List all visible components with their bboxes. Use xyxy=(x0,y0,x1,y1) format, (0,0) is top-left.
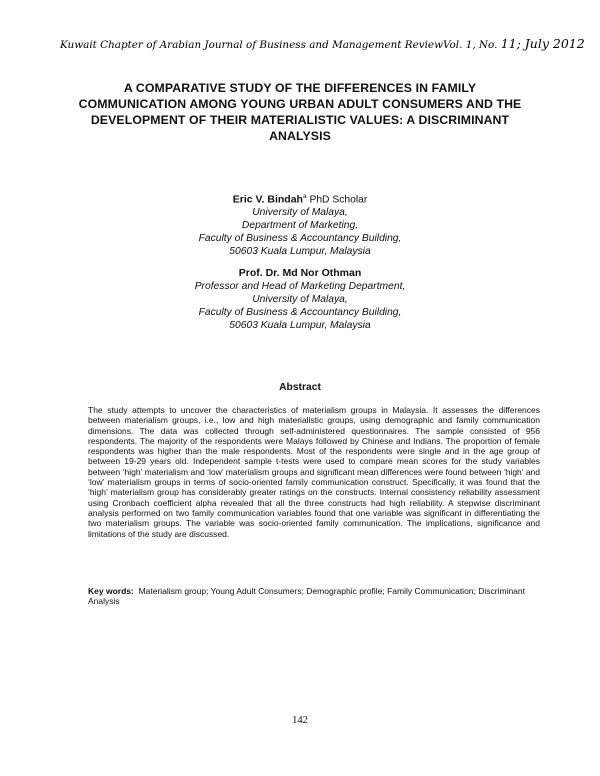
volume-label: Vol. 1, No. xyxy=(442,39,498,51)
affiliation-line: Professor and Head of Marketing Department, xyxy=(194,281,406,292)
author-name: Prof. Dr. Md Nor Othman xyxy=(238,267,362,279)
journal-name: Kuwait Chapter of Arabian Journal of Business and Management Review xyxy=(60,39,443,51)
affiliation-line: 50603 Kuala Lumpur, Malaysia xyxy=(229,320,371,331)
affiliation-line: University of Malaya, xyxy=(252,207,348,219)
abstract-text: The study attempts to uncover the characteristics of materialism groups in Malaysia. It assesses the differences between materialism groups, i.e., low and high materialistic groups, using demographic and family communication dimensions. The data was collected through self-administered questionnaires. The sample consisted of 956 respondents. The majority of the respondents were Malays followed by Chinese and Indians. The proportion of female respondents was higher than the male respondents. Most of the respondents were single and in the age group of between 19-29 years old. Independent sample t-tests were used to compare mean scores for the study variables between ‘high’ materialism and ‘low’ materialism groups and significant mean differences were found between ‘high’ and ‘low’ materialism groups in terms of socio-oriented family communication construct. Specifically, it was found that the ‘high’ materialism group has considerably greater ratings on the constructs. Internal consistency reliability assessment using Cronbach coefficient alpha revealed that all the three constructs had high reliability. A stepwise discriminant analysis performed on two family communication variables found that one variable was significant in differentiating the two materialism groups. The variable was socio-oriented family communication. The implications, significance and limitations of the study are discussed. xyxy=(88,405,540,539)
author-marker: a xyxy=(302,193,307,200)
issue-date: 11; July 2012 xyxy=(500,36,585,51)
affiliation-line: Faculty of Business & Accountancy Building, xyxy=(198,307,402,318)
running-head xyxy=(60,36,585,51)
affiliation-line: University of Malaya, xyxy=(252,294,348,305)
affiliation-line: Department of Marketing, xyxy=(241,220,359,232)
keywords xyxy=(88,586,540,607)
author-block-1 xyxy=(90,190,510,258)
keywords-label: Key words: xyxy=(88,586,134,596)
affiliation-line: Faculty of Business & Accountancy Building, xyxy=(198,233,402,245)
author-role: PhD Scholar xyxy=(309,194,368,206)
volume-issue xyxy=(443,36,585,51)
paper-title: A COMPARATIVE STUDY OF THE DIFFERENCES IN FAMILY COMMUNICATION AMONG YOUNG URBAN ADULT CONSUMERS AND THE DEVELOPMENT OF THEIR MATERIALISTIC VALUES: A DISCRIMINANT ANALYSIS xyxy=(78,81,522,143)
affiliation-line: 50603 Kuala Lumpur, Malaysia xyxy=(229,246,371,258)
keywords-text: Materialism group; Young Adult Consumers; Demographic profile; Family Communication; Discriminant Analysis xyxy=(88,586,526,607)
abstract-heading: Abstract xyxy=(279,382,321,393)
author-name: Eric V. Bindah xyxy=(232,193,303,206)
author-block-2 xyxy=(90,267,510,332)
page-number: 142 xyxy=(292,715,308,726)
